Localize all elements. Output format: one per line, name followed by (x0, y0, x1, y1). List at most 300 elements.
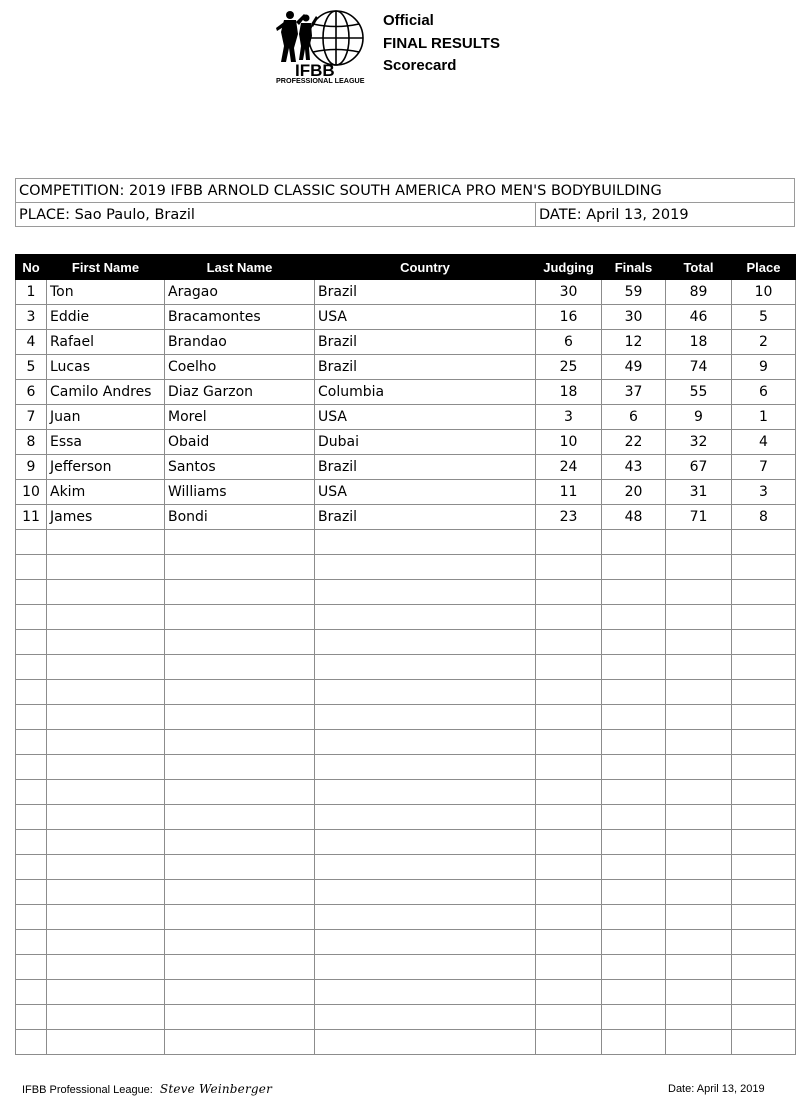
document-heading (383, 10, 500, 78)
empty-table-cell (666, 980, 732, 1005)
empty-table-cell (16, 580, 47, 605)
empty-table-cell (47, 855, 165, 880)
column-header: No (16, 255, 47, 280)
empty-table-cell (666, 805, 732, 830)
empty-table-cell (666, 930, 732, 955)
empty-table-cell (602, 780, 666, 805)
table-cell: 1 (732, 405, 796, 430)
empty-table-cell (602, 605, 666, 630)
footer-signature-line (22, 1082, 272, 1096)
empty-table-cell (47, 755, 165, 780)
table-cell: 32 (666, 430, 732, 455)
table-cell: Bracamontes (165, 305, 315, 330)
empty-table-cell (666, 1030, 732, 1055)
empty-table-cell (666, 905, 732, 930)
empty-table-cell (315, 855, 536, 880)
table-cell: 74 (666, 355, 732, 380)
empty-table-row (16, 680, 796, 705)
empty-table-cell (666, 655, 732, 680)
table-cell: 59 (602, 280, 666, 305)
empty-table-cell (602, 880, 666, 905)
empty-table-cell (315, 1005, 536, 1030)
empty-table-cell (165, 955, 315, 980)
empty-table-cell (315, 730, 536, 755)
column-header: Country (315, 255, 536, 280)
table-cell: Lucas (47, 355, 165, 380)
table-cell: 12 (602, 330, 666, 355)
empty-table-cell (732, 705, 796, 730)
empty-table-cell (536, 630, 602, 655)
footer-date: Date: April 13, 2019 (668, 1083, 765, 1095)
empty-table-cell (315, 655, 536, 680)
empty-table-cell (602, 705, 666, 730)
empty-table-cell (536, 855, 602, 880)
table-cell: 16 (536, 305, 602, 330)
table-row (16, 355, 796, 380)
empty-table-cell (732, 730, 796, 755)
table-cell: 10 (536, 430, 602, 455)
empty-table-cell (602, 655, 666, 680)
empty-table-cell (16, 930, 47, 955)
empty-table-row (16, 530, 796, 555)
empty-table-cell (16, 830, 47, 855)
table-cell: 11 (16, 505, 47, 530)
empty-table-cell (732, 855, 796, 880)
empty-table-cell (732, 980, 796, 1005)
table-row (16, 430, 796, 455)
empty-table-cell (732, 780, 796, 805)
empty-table-cell (536, 655, 602, 680)
empty-table-cell (602, 955, 666, 980)
empty-table-row (16, 880, 796, 905)
table-cell: Brazil (315, 505, 536, 530)
empty-table-cell (165, 580, 315, 605)
empty-table-cell (47, 1005, 165, 1030)
empty-table-cell (732, 905, 796, 930)
empty-table-row (16, 730, 796, 755)
competition-name: COMPETITION: 2019 IFBB ARNOLD CLASSIC SOUTH AMERICA PRO MEN'S BODYBUILDING (16, 179, 795, 203)
empty-table-cell (315, 830, 536, 855)
table-cell: 67 (666, 455, 732, 480)
empty-table-cell (732, 755, 796, 780)
table-cell: Brazil (315, 355, 536, 380)
table-cell: 7 (16, 405, 47, 430)
empty-table-cell (602, 1005, 666, 1030)
empty-table-cell (165, 780, 315, 805)
empty-table-cell (165, 905, 315, 930)
empty-table-cell (315, 880, 536, 905)
empty-table-cell (602, 555, 666, 580)
results-table (15, 254, 796, 1055)
table-cell: 23 (536, 505, 602, 530)
table-row (16, 505, 796, 530)
table-cell: 31 (666, 480, 732, 505)
empty-table-cell (47, 630, 165, 655)
empty-table-cell (47, 530, 165, 555)
column-header: First Name (47, 255, 165, 280)
table-cell: 8 (16, 430, 47, 455)
table-cell: 4 (16, 330, 47, 355)
empty-table-cell (16, 680, 47, 705)
empty-table-cell (16, 530, 47, 555)
empty-table-cell (16, 630, 47, 655)
empty-table-cell (16, 705, 47, 730)
empty-table-row (16, 755, 796, 780)
empty-table-cell (732, 1005, 796, 1030)
empty-table-cell (165, 855, 315, 880)
empty-table-cell (666, 755, 732, 780)
empty-table-cell (666, 630, 732, 655)
empty-table-cell (732, 555, 796, 580)
empty-table-cell (165, 655, 315, 680)
empty-table-cell (536, 605, 602, 630)
table-cell: Williams (165, 480, 315, 505)
column-header: Finals (602, 255, 666, 280)
table-row (16, 405, 796, 430)
empty-table-cell (315, 905, 536, 930)
empty-table-cell (47, 805, 165, 830)
table-cell: 3 (732, 480, 796, 505)
empty-table-row (16, 955, 796, 980)
table-cell: 3 (536, 405, 602, 430)
competition-date: DATE: April 13, 2019 (536, 203, 795, 227)
empty-table-cell (602, 830, 666, 855)
table-cell: Santos (165, 455, 315, 480)
empty-table-cell (165, 680, 315, 705)
empty-table-cell (47, 930, 165, 955)
empty-table-cell (16, 780, 47, 805)
empty-table-cell (16, 1005, 47, 1030)
empty-table-cell (602, 805, 666, 830)
table-row (16, 280, 796, 305)
table-cell: 10 (732, 280, 796, 305)
empty-table-cell (16, 905, 47, 930)
empty-table-cell (315, 630, 536, 655)
empty-table-cell (47, 880, 165, 905)
empty-table-cell (666, 880, 732, 905)
empty-table-cell (47, 905, 165, 930)
table-cell: 20 (602, 480, 666, 505)
empty-table-cell (47, 705, 165, 730)
table-cell: James (47, 505, 165, 530)
table-cell: Akim (47, 480, 165, 505)
empty-table-cell (47, 780, 165, 805)
empty-table-cell (666, 830, 732, 855)
table-cell: Aragao (165, 280, 315, 305)
empty-table-cell (536, 905, 602, 930)
table-cell: Brazil (315, 330, 536, 355)
table-cell: Dubai (315, 430, 536, 455)
table-cell: 6 (536, 330, 602, 355)
table-cell: 55 (666, 380, 732, 405)
empty-table-cell (536, 680, 602, 705)
empty-table-cell (16, 805, 47, 830)
empty-table-cell (536, 730, 602, 755)
empty-table-row (16, 855, 796, 880)
empty-table-cell (732, 680, 796, 705)
empty-table-cell (732, 930, 796, 955)
table-cell: 37 (602, 380, 666, 405)
table-cell: 3 (16, 305, 47, 330)
empty-table-cell (315, 1030, 536, 1055)
empty-table-cell (315, 680, 536, 705)
empty-table-row (16, 980, 796, 1005)
empty-table-cell (536, 1005, 602, 1030)
empty-table-cell (165, 1005, 315, 1030)
table-cell: Ton (47, 280, 165, 305)
table-cell: 9 (732, 355, 796, 380)
empty-table-cell (602, 580, 666, 605)
table-cell: Obaid (165, 430, 315, 455)
empty-table-cell (536, 1030, 602, 1055)
empty-table-cell (536, 555, 602, 580)
empty-table-cell (16, 655, 47, 680)
empty-table-cell (732, 580, 796, 605)
table-cell: 7 (732, 455, 796, 480)
table-row (16, 305, 796, 330)
table-cell: Camilo Andres (47, 380, 165, 405)
logo-text: IFBB (295, 61, 335, 80)
empty-table-cell (165, 630, 315, 655)
empty-table-cell (165, 605, 315, 630)
empty-table-cell (536, 530, 602, 555)
table-cell: Eddie (47, 305, 165, 330)
table-cell: Rafael (47, 330, 165, 355)
empty-table-cell (732, 880, 796, 905)
table-cell: 1 (16, 280, 47, 305)
table-cell: 6 (16, 380, 47, 405)
empty-table-cell (315, 955, 536, 980)
empty-table-cell (536, 705, 602, 730)
empty-table-cell (315, 980, 536, 1005)
empty-table-cell (165, 530, 315, 555)
logo-subtext: PROFESSIONAL LEAGUE (276, 76, 365, 84)
empty-table-cell (16, 555, 47, 580)
empty-table-cell (165, 980, 315, 1005)
empty-table-cell (47, 655, 165, 680)
table-row (16, 480, 796, 505)
empty-table-cell (16, 605, 47, 630)
competition-place: PLACE: Sao Paulo, Brazil (16, 203, 536, 227)
heading-final-results: FINAL RESULTS (383, 34, 500, 52)
empty-table-cell (47, 955, 165, 980)
table-cell: Diaz Garzon (165, 380, 315, 405)
empty-table-cell (666, 955, 732, 980)
empty-table-cell (666, 680, 732, 705)
footer-league-label: IFBB Professional League: (22, 1084, 153, 1096)
empty-table-cell (602, 530, 666, 555)
empty-table-cell (602, 680, 666, 705)
empty-table-cell (165, 830, 315, 855)
table-cell: 89 (666, 280, 732, 305)
ifbb-logo (268, 4, 380, 84)
table-cell: 18 (666, 330, 732, 355)
empty-table-cell (165, 930, 315, 955)
empty-table-cell (666, 705, 732, 730)
empty-table-cell (536, 805, 602, 830)
table-cell: Juan (47, 405, 165, 430)
empty-table-row (16, 805, 796, 830)
empty-table-cell (536, 980, 602, 1005)
empty-table-cell (47, 555, 165, 580)
empty-table-cell (315, 580, 536, 605)
empty-table-row (16, 1030, 796, 1055)
footer-signature: Steve Weinberger (159, 1082, 273, 1096)
heading-official: Official (383, 12, 434, 29)
empty-table-cell (16, 755, 47, 780)
table-cell: 30 (602, 305, 666, 330)
empty-table-cell (47, 605, 165, 630)
table-cell: 4 (732, 430, 796, 455)
table-cell: Brazil (315, 455, 536, 480)
empty-table-cell (165, 805, 315, 830)
empty-table-cell (666, 780, 732, 805)
empty-table-cell (165, 880, 315, 905)
table-cell: 22 (602, 430, 666, 455)
empty-table-cell (315, 555, 536, 580)
table-cell: 49 (602, 355, 666, 380)
empty-table-cell (47, 730, 165, 755)
table-row (16, 330, 796, 355)
empty-table-cell (602, 1030, 666, 1055)
empty-table-cell (602, 755, 666, 780)
empty-table-row (16, 905, 796, 930)
table-cell: 9 (16, 455, 47, 480)
table-cell: 5 (732, 305, 796, 330)
empty-table-cell (16, 955, 47, 980)
empty-table-cell (16, 730, 47, 755)
table-cell: USA (315, 305, 536, 330)
table-cell: Essa (47, 430, 165, 455)
table-cell: Bondi (165, 505, 315, 530)
empty-table-cell (536, 880, 602, 905)
empty-table-cell (666, 1005, 732, 1030)
table-cell: 5 (16, 355, 47, 380)
column-header: Last Name (165, 255, 315, 280)
empty-table-cell (16, 880, 47, 905)
table-cell: Coelho (165, 355, 315, 380)
empty-table-cell (16, 1030, 47, 1055)
column-header: Place (732, 255, 796, 280)
table-cell: Morel (165, 405, 315, 430)
empty-table-cell (315, 805, 536, 830)
empty-table-cell (47, 830, 165, 855)
empty-table-cell (536, 955, 602, 980)
table-cell: 2 (732, 330, 796, 355)
table-row (16, 455, 796, 480)
empty-table-cell (732, 955, 796, 980)
empty-table-cell (47, 580, 165, 605)
empty-table-cell (602, 905, 666, 930)
table-cell: 18 (536, 380, 602, 405)
empty-table-cell (666, 580, 732, 605)
table-cell: USA (315, 405, 536, 430)
empty-table-row (16, 580, 796, 605)
table-cell: Brandao (165, 330, 315, 355)
column-header: Judging (536, 255, 602, 280)
empty-table-cell (315, 705, 536, 730)
table-cell: Columbia (315, 380, 536, 405)
empty-table-cell (602, 730, 666, 755)
table-row (16, 380, 796, 405)
empty-table-cell (536, 830, 602, 855)
empty-table-cell (315, 605, 536, 630)
competition-info-box (15, 178, 795, 227)
empty-table-cell (47, 680, 165, 705)
empty-table-cell (732, 605, 796, 630)
empty-table-cell (165, 1030, 315, 1055)
empty-table-cell (315, 780, 536, 805)
ifbb-logo-graphic (268, 4, 380, 84)
empty-table-row (16, 630, 796, 655)
empty-table-cell (315, 930, 536, 955)
table-cell: 30 (536, 280, 602, 305)
empty-table-row (16, 780, 796, 805)
empty-table-cell (536, 930, 602, 955)
empty-table-cell (165, 555, 315, 580)
table-cell: 11 (536, 480, 602, 505)
empty-table-cell (165, 705, 315, 730)
table-cell: 71 (666, 505, 732, 530)
empty-table-cell (315, 755, 536, 780)
empty-table-cell (732, 830, 796, 855)
table-cell: 48 (602, 505, 666, 530)
table-cell: 25 (536, 355, 602, 380)
results-body (16, 280, 796, 1055)
empty-table-row (16, 930, 796, 955)
heading-scorecard: Scorecard (383, 57, 457, 74)
empty-table-cell (536, 755, 602, 780)
empty-table-cell (16, 980, 47, 1005)
empty-table-cell (165, 755, 315, 780)
empty-table-row (16, 705, 796, 730)
empty-table-row (16, 555, 796, 580)
empty-table-cell (47, 980, 165, 1005)
empty-table-cell (666, 605, 732, 630)
table-cell: 6 (602, 405, 666, 430)
empty-table-cell (666, 530, 732, 555)
table-cell: 10 (16, 480, 47, 505)
empty-table-cell (732, 530, 796, 555)
empty-table-cell (602, 855, 666, 880)
empty-table-cell (536, 580, 602, 605)
empty-table-cell (165, 730, 315, 755)
empty-table-cell (732, 1030, 796, 1055)
empty-table-row (16, 655, 796, 680)
table-cell: 43 (602, 455, 666, 480)
table-cell: 24 (536, 455, 602, 480)
empty-table-cell (536, 780, 602, 805)
table-header-row (16, 255, 796, 280)
empty-table-cell (47, 1030, 165, 1055)
empty-table-cell (732, 630, 796, 655)
empty-table-cell (666, 855, 732, 880)
table-cell: 9 (666, 405, 732, 430)
table-cell: Jefferson (47, 455, 165, 480)
empty-table-cell (602, 630, 666, 655)
empty-table-cell (666, 730, 732, 755)
empty-table-row (16, 830, 796, 855)
empty-table-row (16, 605, 796, 630)
empty-table-cell (732, 805, 796, 830)
empty-table-cell (315, 530, 536, 555)
empty-table-cell (732, 655, 796, 680)
table-cell: 6 (732, 380, 796, 405)
table-cell: Brazil (315, 280, 536, 305)
column-header: Total (666, 255, 732, 280)
table-cell: 8 (732, 505, 796, 530)
empty-table-cell (16, 855, 47, 880)
